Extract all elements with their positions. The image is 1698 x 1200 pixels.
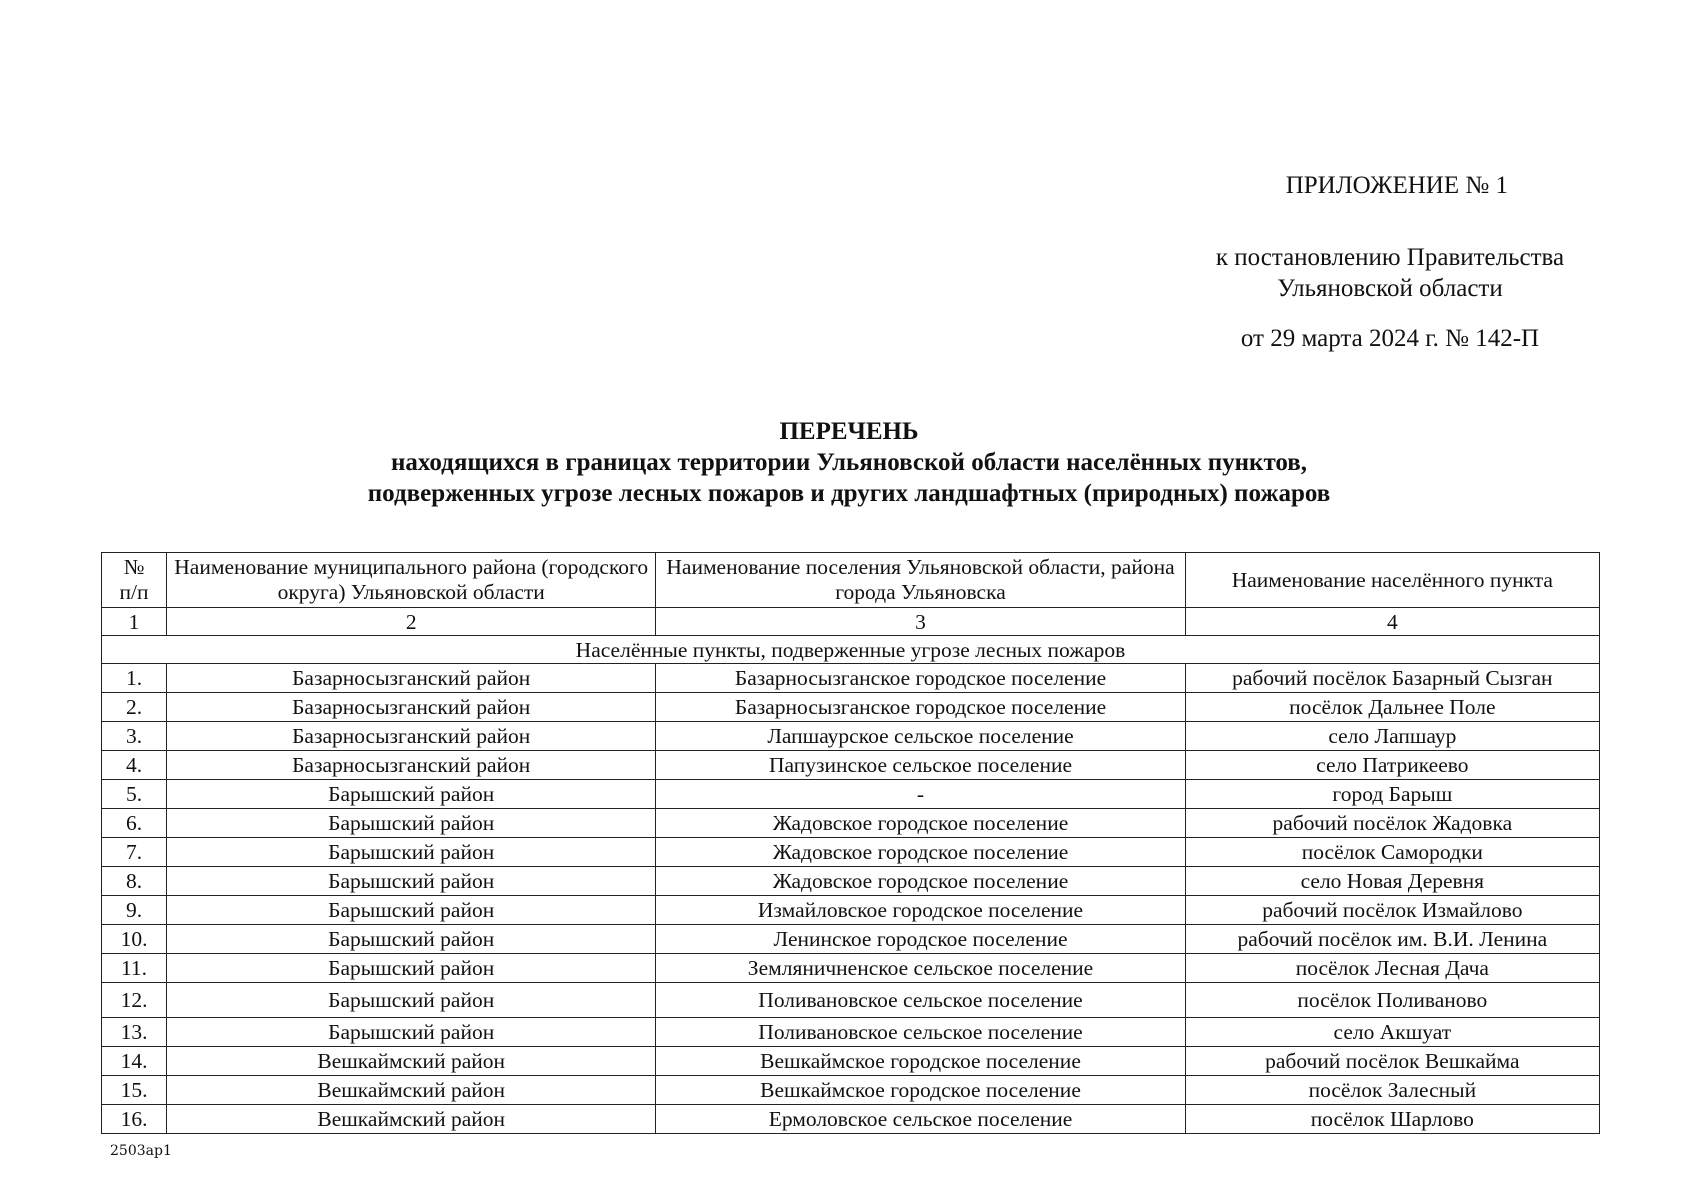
cell-district: Вешкаймский район [167,1105,656,1134]
cell-locality: рабочий посёлок Измайлово [1185,896,1599,925]
cell-district: Базарносызганский район [167,664,656,693]
table-row [102,838,1600,867]
cell-num: 15. [102,1076,167,1105]
cell-locality: село Новая Деревня [1185,867,1599,896]
cell-settlement: Лапшаурское сельское поселение [656,722,1185,751]
cell-num: 3. [102,722,167,751]
table-row [102,780,1600,809]
decree-line-1: к постановлению Правительства [1215,244,1565,271]
header-settlement: Наименование поселения Ульяновской области, района города Ульяновска [656,553,1185,608]
cell-locality: село Патрикеево [1185,751,1599,780]
cell-district: Базарносызганский район [167,693,656,722]
cell-num: 2. [102,693,167,722]
table-row [102,925,1600,954]
cell-locality: посёлок Лесная Дача [1185,954,1599,983]
cell-num: 11. [102,954,167,983]
header-district: Наименование муниципального района (городского округа) Ульяновской области [167,553,656,608]
cell-num: 9. [102,896,167,925]
document-title-block [0,416,1698,509]
table-row [102,751,1600,780]
appendix-title: ПРИЛОЖЕНИЕ № 1 [1285,172,1508,199]
header-num: № п/п [102,553,167,608]
document-title: ПЕРЕЧЕНЬ [779,418,919,445]
cell-num: 7. [102,838,167,867]
cell-district: Базарносызганский район [167,722,656,751]
cell-district: Барышский район [167,780,656,809]
settlements-table [101,552,1600,1134]
table-header-row [102,553,1600,608]
cell-locality: рабочий посёлок им. В.И. Ленина [1185,925,1599,954]
cell-settlement: Жадовское городское поселение [656,867,1185,896]
cell-locality: рабочий посёлок Жадовка [1185,809,1599,838]
cell-district: Барышский район [167,867,656,896]
cell-num: 14. [102,1047,167,1076]
decree-line-2: Ульяновской области [1277,275,1503,302]
cell-district: Барышский район [167,925,656,954]
table-row [102,896,1600,925]
table-row [102,1018,1600,1047]
cell-locality: рабочий посёлок Базарный Сызган [1185,664,1599,693]
cell-settlement: Жадовское городское поселение [656,838,1185,867]
cell-settlement: Ленинское городское поселение [656,925,1185,954]
cell-locality: село Лапшаур [1185,722,1599,751]
cell-settlement: Земляничненское сельское поселение [656,954,1185,983]
cell-settlement: Базарносызганское городское поселение [656,664,1185,693]
cell-num: 5. [102,780,167,809]
column-index: 4 [1185,608,1599,636]
cell-district: Барышский район [167,896,656,925]
cell-locality: посёлок Самородки [1185,838,1599,867]
cell-district: Барышский район [167,954,656,983]
cell-settlement: Поливановское сельское поселение [656,1018,1185,1047]
cell-district: Базарносызганский район [167,751,656,780]
column-index: 2 [167,608,656,636]
table-row [102,722,1600,751]
table-row [102,1047,1600,1076]
cell-num: 8. [102,867,167,896]
cell-num: 6. [102,809,167,838]
document-subtitle-line-2: подверженных угрозе лесных пожаров и других ландшафтных (природных) пожаров [367,480,1331,507]
cell-district: Вешкаймский район [167,1076,656,1105]
cell-locality: город Барыш [1185,780,1599,809]
cell-settlement: Измайловское городское поселение [656,896,1185,925]
document-subtitle-line-1: находящихся в границах территории Ульяновской области населённых пунктов, [390,449,1308,476]
decree-date: от 29 марта 2024 г. № 142-П [1240,325,1540,352]
table-row [102,1105,1600,1134]
cell-district: Барышский район [167,838,656,867]
table-row [102,867,1600,896]
cell-locality: посёлок Залесный [1185,1076,1599,1105]
cell-locality: посёлок Поливаново [1185,983,1599,1018]
cell-locality: село Акшуат [1185,1018,1599,1047]
cell-settlement: Поливановское сельское поселение [656,983,1185,1018]
cell-settlement: Вешкаймское городское поселение [656,1047,1185,1076]
table-row [102,954,1600,983]
cell-district: Вешкаймский район [167,1047,656,1076]
table-row [102,664,1600,693]
cell-locality: рабочий посёлок Вешкайма [1185,1047,1599,1076]
cell-settlement: - [656,780,1185,809]
footer-code: 2503ap1 [110,1143,172,1159]
cell-num: 16. [102,1105,167,1134]
table-row [102,983,1600,1018]
cell-num: 13. [102,1018,167,1047]
cell-num: 10. [102,925,167,954]
cell-settlement: Папузинское сельское поселение [656,751,1185,780]
cell-locality: посёлок Дальнее Поле [1185,693,1599,722]
table-row [102,1076,1600,1105]
cell-district: Барышский район [167,983,656,1018]
table-row [102,809,1600,838]
cell-locality: посёлок Шарлово [1185,1105,1599,1134]
column-index: 3 [656,608,1185,636]
section-title: Населённые пункты, подверженные угрозе лесных пожаров [102,636,1600,664]
cell-district: Барышский район [167,809,656,838]
cell-settlement: Ермоловское сельское поселение [656,1105,1185,1134]
cell-num: 1. [102,664,167,693]
cell-num: 4. [102,751,167,780]
cell-district: Барышский район [167,1018,656,1047]
cell-settlement: Базарносызганское городское поселение [656,693,1185,722]
cell-settlement: Вешкаймское городское поселение [656,1076,1185,1105]
column-index-row [102,608,1600,636]
cell-settlement: Жадовское городское поселение [656,809,1185,838]
header-locality: Наименование населённого пункта [1185,553,1599,608]
cell-num: 12. [102,983,167,1018]
column-index: 1 [102,608,167,636]
table-row [102,693,1600,722]
section-row [102,636,1600,664]
decree-reference [1140,242,1640,304]
